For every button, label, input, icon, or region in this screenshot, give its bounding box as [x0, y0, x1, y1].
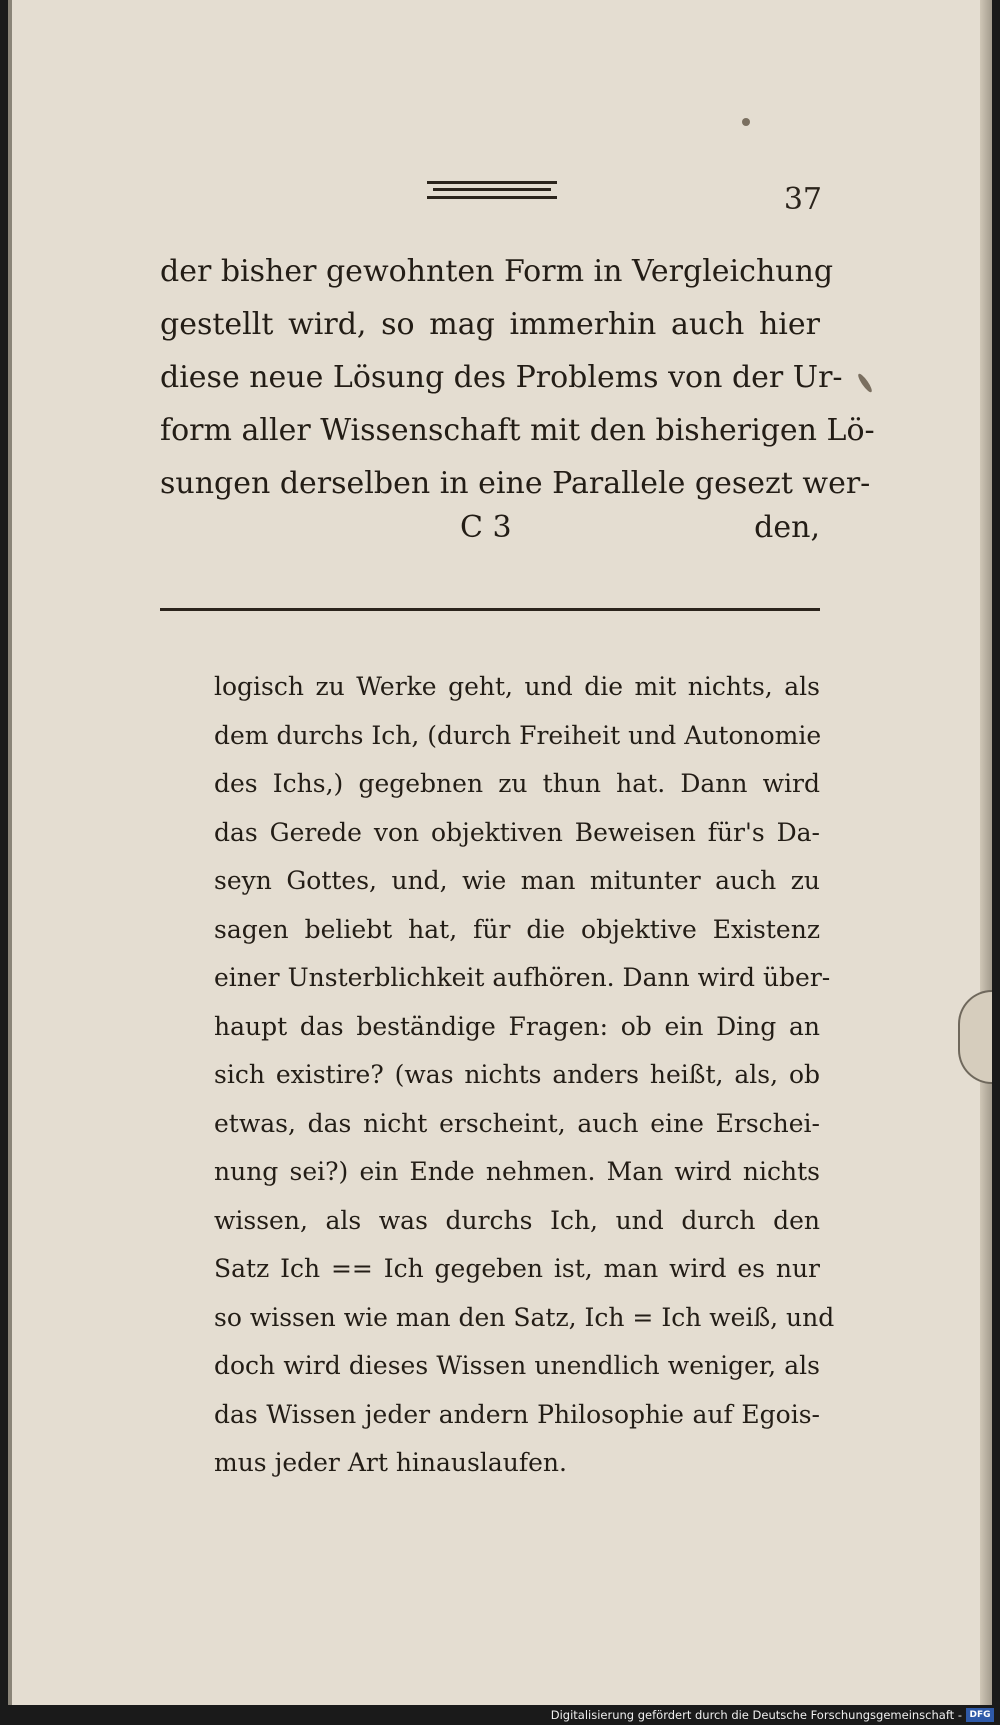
footnote-line: mus jeder Art hinauslaufen.: [214, 1448, 567, 1477]
footnote-line: seyn Gottes, und, wie man mitunter auch zu: [214, 866, 820, 895]
footnote-line: einer Unsterblichkeit aufhören. Dann wird über-: [214, 963, 831, 992]
signature-row: [160, 510, 820, 560]
page-number: 37: [783, 182, 822, 217]
footnote-line: nung sei?) ein Ende nehmen. Man wird nichts: [214, 1157, 820, 1186]
footnote-line: doch wird dieses Wissen unendlich weniger, als: [214, 1351, 820, 1380]
main-text-line: gestellt wird, so mag immerhin auch hier: [160, 307, 820, 342]
footnote-line: das Wissen jeder andern Philosophie auf Egois-: [214, 1399, 820, 1429]
header-ornament: [427, 181, 557, 199]
catchword: den,: [754, 510, 820, 545]
dfg-logo: DFG: [966, 1708, 994, 1722]
signature-mark: C 3: [460, 510, 512, 545]
paper-spot: [856, 372, 874, 393]
paper-spot: [742, 118, 750, 126]
main-text: [160, 245, 875, 510]
footnote-line: das Gerede von objektiven Beweisen für's Da-: [214, 817, 820, 847]
page-tab-mark: [958, 990, 992, 1084]
footnote-line: so wissen wie man den Satz, Ich = Ich weiß, und: [214, 1302, 835, 1332]
main-text-line: der bisher gewohnten Form in Vergleichung: [160, 254, 834, 289]
footnote-line: Satz Ich == Ich gegeben ist, man wird es nur: [214, 1254, 820, 1283]
footnote-line: logisch zu Werke geht, und die mit nichts, als: [214, 672, 820, 701]
footnote-rule: [160, 608, 820, 611]
credit-text: Digitalisierung gefördert durch die Deutsche Forschungsgemeinschaft -: [550, 1708, 962, 1722]
footnote-line: dem durchs Ich, (durch Freiheit und Autonomie: [214, 720, 822, 750]
main-text-line: diese neue Lösung des Problems von der Ur-: [160, 360, 843, 395]
footnote-line: des Ichs,) gegebnen zu thun hat. Dann wird: [214, 769, 820, 798]
digitization-credit: [0, 1705, 1000, 1725]
footnote-line: haupt das beständige Fragen: ob ein Ding an: [214, 1011, 820, 1041]
page-edge: [980, 0, 992, 1705]
footnote-line: sich existire? (was nichts anders heißt, als, ob: [214, 1060, 820, 1089]
footnote-text: [214, 663, 835, 1488]
footnote-line: etwas, das nicht erscheint, auch eine Erschei-: [214, 1108, 820, 1138]
book-page: [8, 0, 992, 1705]
main-text-line: form aller Wissenschaft mit den bisherigen Lö-: [160, 413, 875, 448]
footnote-line: wissen, als was durchs Ich, und durch den: [214, 1205, 820, 1235]
main-text-line: sungen derselben in eine Parallele gesezt wer-: [160, 466, 871, 501]
footnote-line: sagen beliebt hat, für die objektive Existenz: [214, 914, 820, 944]
